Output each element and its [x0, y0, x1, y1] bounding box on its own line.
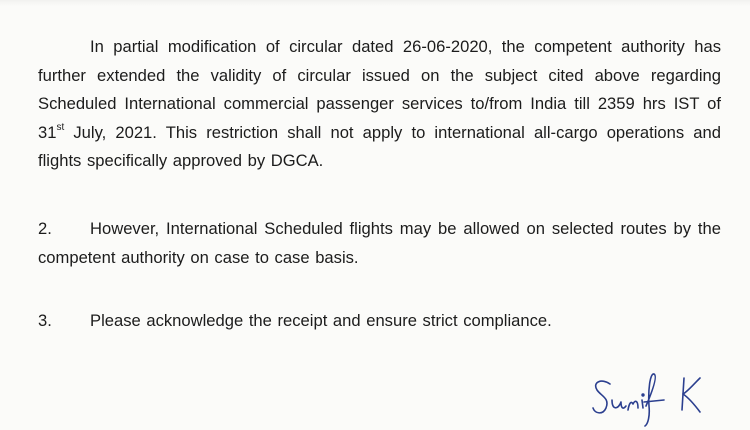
paragraph-1: [38, 33, 721, 176]
paragraph-3-text: Please acknowledge the receipt and ensure strict compliance.: [90, 311, 552, 330]
paragraph-3: [38, 307, 721, 336]
paragraph-1-text-a: In partial modification of circular dated 26-06-2020, the competent authority has further extended the validity of circular issued on the subject cited above regarding Scheduled International commercial passenger services to/from India till 2359 hrs IST of 31: [38, 37, 721, 142]
handwritten-signature: [588, 370, 718, 428]
paragraph-2: [38, 215, 721, 272]
paragraph-1-text-b: July, 2021. This restriction shall not apply to international all-cargo operations and flights specifically approved by DGCA.: [38, 122, 721, 171]
ordinal-suffix: st: [56, 122, 65, 134]
paragraph-2-number: 2.: [38, 219, 52, 238]
scan-edge-shadow: [0, 0, 750, 6]
paragraph-3-number: 3.: [38, 311, 52, 330]
paragraph-2-text: However, International Scheduled flights may be allowed on selected routes by the competent authority on case to case basis.: [38, 219, 721, 267]
